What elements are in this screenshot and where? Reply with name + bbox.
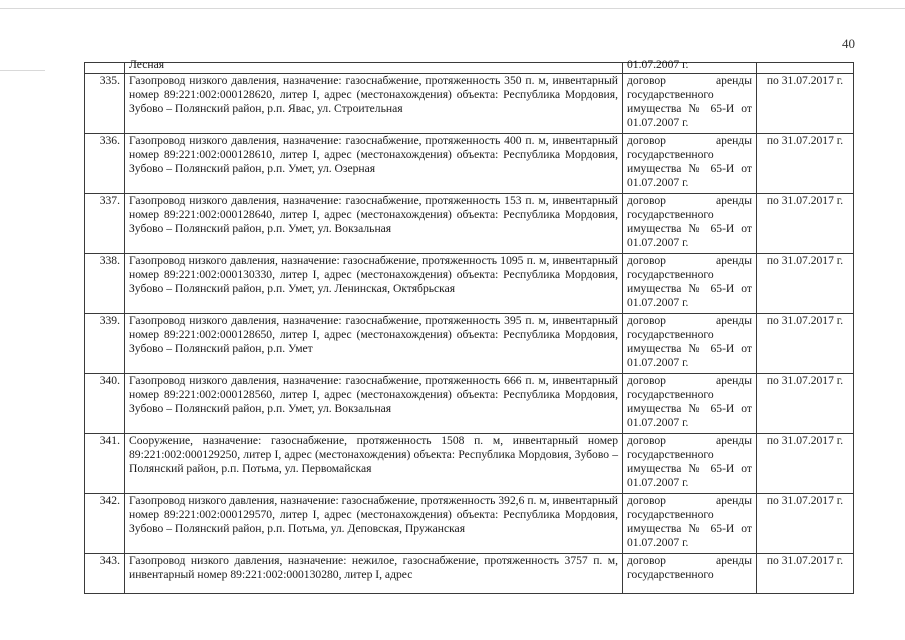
lease-document-cell: договор аренды государственного имущества № 65-И от 01.07.2007 г. [623,194,757,254]
lease-document-fragment: 01.07.2007 г. [627,58,689,71]
table-row [85,194,854,254]
lease-document-cell: договор аренды государственного имущества № 65-И от 01.07.2007 г. [623,494,757,554]
lease-term-cell: по 31.07.2017 г. [757,314,854,374]
scan-margin-line-top [0,8,905,9]
object-description-cell: Газопровод низкого давления, назначение: газоснабжение, протяженность 1095 п. м, инвентарный номер 89:221:002:000130330, литер I, адрес (местонахождения) объекта: Республика Мордовия, Зубово – Полянский район, р.п. Умет, ул. Ленинская, Октябрьская [125,254,623,314]
table-row [85,554,854,594]
lease-document-cell: договор аренды государственного имущества № 65-И от 01.07.2007 г. [623,74,757,134]
lease-term-cell: по 31.07.2017 г. [757,374,854,434]
object-description-cell: Газопровод низкого давления, назначение: газоснабжение, протяженность 666 п. м, инвентарный номер 89:221:002:000128560, литер I, адрес (местонахождения) объекта: Республика Мордовия, Зубово – Полянский район, р.п. Умет, ул. Вокзальная [125,374,623,434]
object-description-cell: Газопровод низкого давления, назначение: газоснабжение, протяженность 400 п. м, инвентарный номер 89:221:002:000128610, литер I, адрес (местонахождения) объекта: Республика Мордовия, Зубово – Полянский район, р.п. Умет, ул. Озерная [125,134,623,194]
property-registry-table [84,58,854,594]
lease-term-cell: по 31.07.2017 г. [757,134,854,194]
scan-margin-line-left [0,70,45,71]
lease-term-cell: по 31.07.2017 г. [757,74,854,134]
table-row [85,314,854,374]
object-description-fragment: Лесная [129,58,165,71]
row-number-cell: 342. [85,494,125,554]
object-description-cell: Сооружение, назначение: газоснабжение, протяженность 1508 п. м, инвентарный номер 89:221:002:000129250, литер I, адрес (местонахождения) объекта: Республика Мордовия, Зубово – Полянский район, р.п. Потьма, ул. Первомайская [125,434,623,494]
row-number-cell: 339. [85,314,125,374]
row-number-cell: 336. [85,134,125,194]
lease-document-cell: договор аренды государственного имущества № 65-И от 01.07.2007 г. [623,314,757,374]
table-row [85,134,854,194]
lease-term-cell: по 31.07.2017 г. [757,494,854,554]
lease-term-cell: по 31.07.2017 г. [757,194,854,254]
table-row [85,74,854,134]
registry-table-body [85,58,854,594]
object-description-cell: Газопровод низкого давления, назначение: газоснабжение, протяженность 153 п. м, инвентарный номер 89:221:002:000128640, литер I, адрес (местонахождения) объекта: Республика Мордовия, Зубово – Полянский район, р.п. Умет, ул. Вокзальная [125,194,623,254]
page-number: 40 [842,36,855,51]
lease-document-cell: договор аренды государственного имущества № 65-И от 01.07.2007 г. [623,374,757,434]
lease-document-cell [623,58,757,74]
row-number-cell: 341. [85,434,125,494]
table-row [85,254,854,314]
row-number-cell: 338. [85,254,125,314]
object-description-cell: Газопровод низкого давления, назначение: газоснабжение, протяженность 350 п. м, инвентарный номер 89:221:002:000128620, литер I, адрес (местонахождения) объекта: Республика Мордовия, Зубово – Полянский район, р.п. Явас, ул. Строительная [125,74,623,134]
lease-document-cell: договор аренды государственного [623,554,757,594]
table-row [85,494,854,554]
lease-document-cell: договор аренды государственного имущества № 65-И от 01.07.2007 г. [623,254,757,314]
row-number-cell: 335. [85,74,125,134]
object-description-cell: Газопровод низкого давления, назначение: газоснабжение, протяженность 395 п. м, инвентарный номер 89:221:002:000128650, литер I, адрес (местонахождения) объекта: Республика Мордовия, Зубово – Полянский район, р.п. Умет [125,314,623,374]
lease-term-cell: по 31.07.2017 г. [757,254,854,314]
lease-term-cell: по 31.07.2017 г. [757,554,854,594]
object-description-cell: Газопровод низкого давления, назначение: нежилое, газоснабжение, протяженность 3757 п. м, инвентарный номер 89:221:002:000130280, литер I, адрес [125,554,623,594]
lease-term-cell: по 31.07.2017 г. [757,434,854,494]
object-description-cell [125,58,623,74]
row-number-cell: 337. [85,194,125,254]
lease-document-cell: договор аренды государственного имущества № 65-И от 01.07.2007 г. [623,434,757,494]
row-number-cell: 340. [85,374,125,434]
object-description-cell: Газопровод низкого давления, назначение: газоснабжение, протяженность 392,6 п. м, инвентарный номер 89:221:002:000129570, литер I, адрес (местонахождения) объекта: Республика Мордовия, Зубово – Полянский район, р.п. Потьма, ул. Деповская, Пружанская [125,494,623,554]
table-row-continued [85,63,854,74]
table-row [85,434,854,494]
table-row [85,374,854,434]
row-number-cell: 343. [85,554,125,594]
lease-term-cell [757,63,854,74]
lease-document-cell: договор аренды государственного имущества № 65-И от 01.07.2007 г. [623,134,757,194]
row-number-cell [85,63,125,74]
